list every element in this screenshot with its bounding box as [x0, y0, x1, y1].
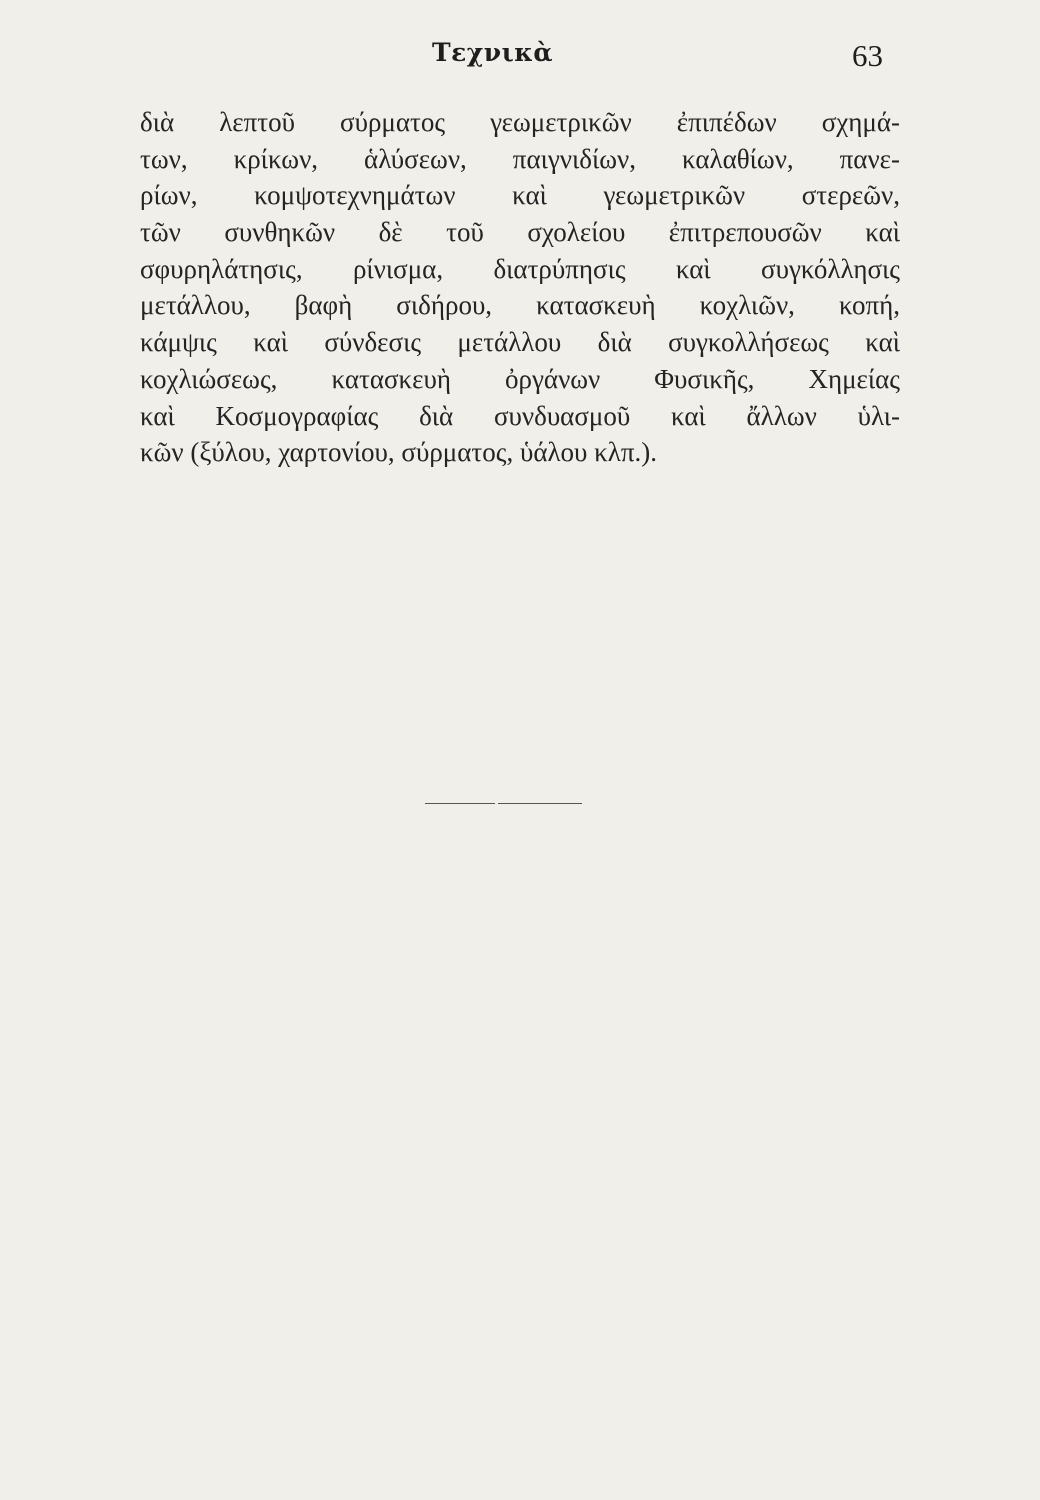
text-line: σφυρηλάτησις, ρίνισμα, διατρύπησις καὶ συγκόλλησις [140, 253, 900, 284]
body-paragraph [140, 104, 900, 471]
text-line: ρίων, κομψοτεχνημάτων καὶ γεωμετρικῶν στερεῶν, [140, 180, 900, 211]
text-line: καὶ Κοσμογραφίας διὰ συνδυασμοῦ καὶ ἄλλων ὑλι- [140, 400, 900, 431]
text-line: τῶν συνθηκῶν δὲ τοῦ σχολείου ἐπιτρεπουσῶν καὶ [140, 217, 900, 248]
running-head [0, 38, 1040, 78]
text-line: κοχλιώσεως, κατασκευὴ ὀργάνων Φυσικῆς, Χημείας [140, 363, 900, 394]
section-end-rule [425, 803, 495, 804]
text-line: κῶν (ξύλου, χαρτονίου, σύρματος, ὑάλου κλπ.). [140, 437, 657, 468]
text-line: των, κρίκων, ἁλύσεων, παιγνιδίων, καλαθίων, πανε- [140, 143, 900, 174]
text-line: μετάλλου, βαφὴ σιδήρου, κατασκευὴ κοχλιῶν, κοπή, [140, 290, 900, 321]
text-line: διὰ λεπτοῦ σύρματος γεωμετρικῶν ἐπιπέδων σχημά- [140, 107, 900, 137]
text-line: κάμψις καὶ σύνδεσις μετάλλου διὰ συγκολλήσεως καὶ [140, 327, 900, 358]
page-number: 63 [852, 38, 883, 73]
section-end-rule [498, 803, 582, 804]
page-title: Τεχνικὰ [432, 38, 554, 67]
